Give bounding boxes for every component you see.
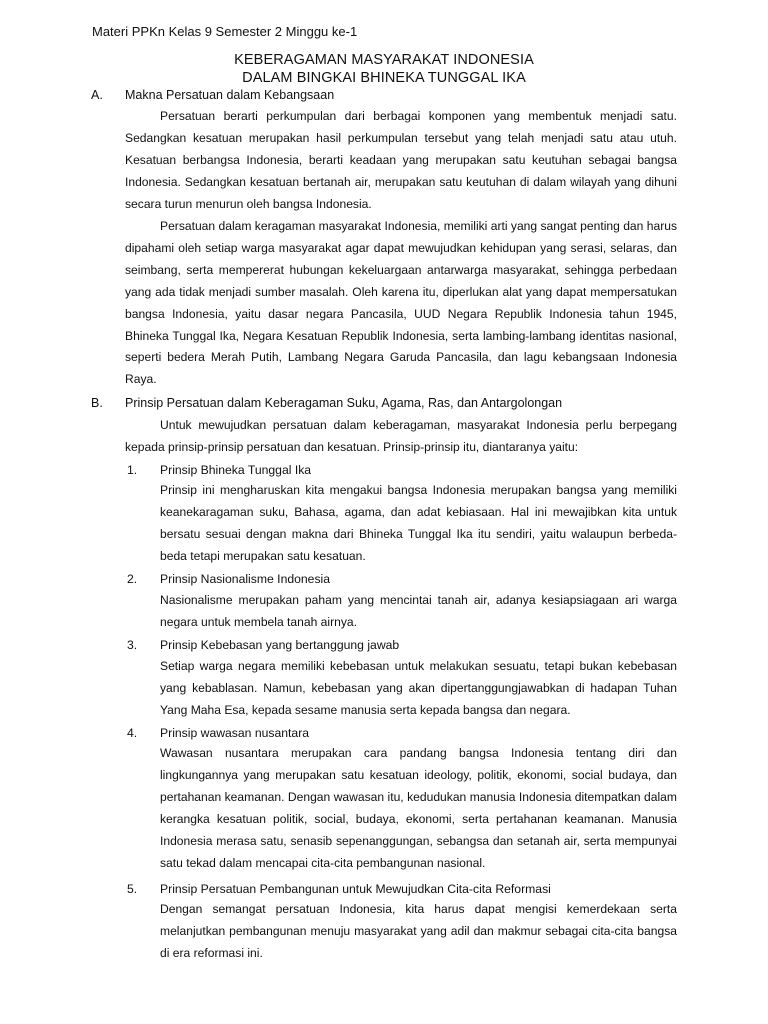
list-item-body: Wawasan nusantara merupakan cara pandang bangsa Indonesia tentang diri dan lingkungannya yang merupakan satu kesatuan ideology, politik, ekonomi, social budaya, dan pertahanan keamanan. Dengan wawasan itu, kedudukan manusia Indonesia ditempatkan dalam kerangka kesatuan politik, social, budaya, ekonomi, serta pertahanan keamanan. Manusia Indonesia merasa satu, senasib sepenanggungan, sebangsa dan setanah air, serta mempunyai satu tekad dalam mencapai cita-cita pembangunan nasional.: [160, 746, 677, 870]
section-a-marker: A.: [91, 88, 103, 102]
header-note: Materi PPKn Kelas 9 Semester 2 Minggu ke-1: [92, 24, 358, 39]
list-item-body: Prinsip ini mengharuskan kita mengakui bangsa Indonesia merupakan bangsa yang memiliki keanekaragaman suku, Bahasa, agama, dan adat kebiasaan. Hal ini mewajibkan kita untuk bersatu sesuai dengan makna dari Bhineka Tunggal Ika itu sendiri, yaitu walaupun berbeda-beda tetapi merupakan satu kesatuan.: [160, 483, 677, 563]
section-b-marker: B.: [91, 396, 103, 410]
list-item-number: 2.: [127, 572, 138, 586]
list-item-number: 4.: [127, 726, 138, 740]
section-a-paragraph-2: Persatuan dalam keragaman masyarakat Indonesia, memiliki arti yang sangat penting dan harus dipahami oleh setiap warga masyarakat agar dapat mewujudkan kehidupan yang serasi, selaras, dan seimbang, serta mempererat hubungan kekeluargaan antarwarga masyarakat, sehingga perbedaan yang ada tidak menjadi sumber masalah. Oleh karena itu, diperlukan alat yang dapat mempersatukan bangsa Indonesia, yaitu dasar negara Pancasila, UUD Negara Republik Indonesia tahun 1945, Bhineka Tunggal Ika, Negara Kesatuan Republik Indonesia, serta lambing-lambang identitas nasional, seperti bedera Merah Putih, Lambang Negara Garuda Pancasila, dan lagu kebangsaan Indonesia Raya.: [125, 219, 677, 387]
list-item-body: Setiap warga negara memiliki kebebasan untuk melakukan sesuatu, tetapi bukan kebebasan yang kebablasan. Namun, kebebasan yang akan dipertanggungjawabkan di hadapan Tuhan Yang Maha Esa, kepada sesame manusia serta kepada bangsa dan negara.: [160, 659, 677, 717]
list-item-title: Prinsip Persatuan Pembangunan untuk Mewujudkan Cita-cita Reformasi: [160, 882, 551, 896]
list-item-number: 1.: [127, 463, 138, 477]
section-b-intro: Untuk mewujudkan persatuan dalam keberagaman, masyarakat Indonesia perlu berpegang kepada prinsip-prinsip persatuan dan kesatuan. Prinsip-prinsip itu, diantaranya yaitu:: [125, 418, 677, 454]
list-item-title: Prinsip Nasionalisme Indonesia: [160, 572, 331, 586]
list-item-number: 5.: [127, 882, 138, 896]
list-item-title: Prinsip Kebebasan yang bertanggung jawab: [160, 638, 400, 652]
list-item-body: Nasionalisme merupakan paham yang mencintai tanah air, adanya kesiapsiagaan ari warga negara untuk membela tanah airnya.: [160, 593, 677, 629]
section-a-heading: Makna Persatuan dalam Kebangsaan: [125, 88, 335, 102]
document-title-line-1: KEBERAGAMAN MASYARAKAT INDONESIA: [234, 52, 534, 68]
section-b-heading: Prinsip Persatuan dalam Keberagaman Suku, Agama, Ras, dan Antargolongan: [125, 396, 563, 410]
list-item-title: Prinsip wawasan nusantara: [160, 726, 310, 740]
list-item-title: Prinsip Bhineka Tunggal Ika: [160, 463, 312, 477]
document-title-line-2: DALAM BINGKAI BHINEKA TUNGGAL IKA: [242, 70, 526, 86]
section-a-paragraph-1: Persatuan berarti perkumpulan dari berbagai komponen yang membentuk menjadi satu. Sedangkan kesatuan merupakan hasil perkumpulan tersebut yang telah menjadi satu atau utuh. Kesatuan berbangsa Indonesia, berarti keadaan yang merupakan satu keutuhan sebagai bangsa Indonesia. Sedangkan kesatuan bertanah air, merupakan satu keutuhan di dalam wilayah yang dihuni secara turun menurun oleh bangsa Indonesia.: [125, 109, 677, 211]
list-item-body: Dengan semangat persatuan Indonesia, kita harus dapat mengisi kemerdekaan serta melanjutkan pembangunan menuju masyarakat yang adil dan makmur sebagai cita-cita bangsa di era reformasi ini.: [160, 902, 677, 960]
list-item-number: 3.: [127, 638, 138, 652]
